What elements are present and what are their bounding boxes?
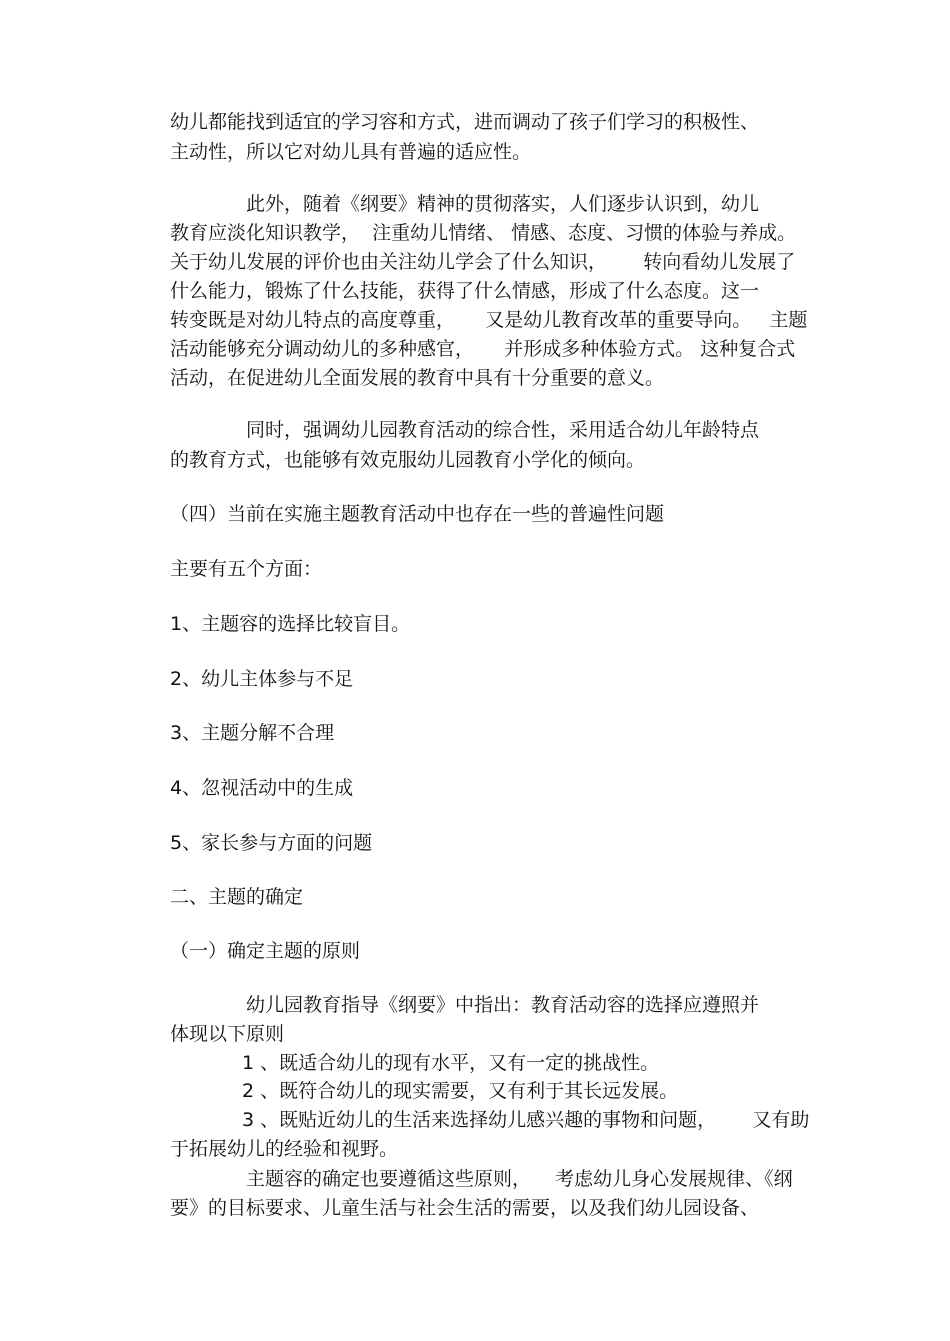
list-item: 4、忽视活动中的生成 xyxy=(170,777,354,799)
paragraph-line: 同时，强调幼儿园教育活动的综合性，采用适合幼儿年龄特点 xyxy=(246,419,760,441)
list-item: 3、主题分解不合理 xyxy=(170,722,335,744)
subsection-heading: （一）确定主题的原则 xyxy=(170,940,361,962)
paragraph-line: 幼儿都能找到适宜的学习容和方式，进而调动了孩子们学习的积极性、 xyxy=(170,111,760,133)
list-item: 1、主题容的选择比较盲目。 xyxy=(170,613,411,635)
paragraph-line: 主题容的确定也要遵循这些原则， 考虑幼儿身心发展规律、《纲 xyxy=(246,1168,793,1190)
paragraph-line: 幼儿园教育指导《纲要》中指出：教育活动容的选择应遵照并 xyxy=(246,994,760,1016)
intro-text: 主要有五个方面： xyxy=(170,558,323,580)
paragraph-line: 活动，在促进幼儿全面发展的教育中具有十分重要的意义。 xyxy=(170,367,665,389)
list-item: 2、幼儿主体参与不足 xyxy=(170,668,354,690)
principle-item: 1 、既适合幼儿的现有水平，又有一定的挑战性。 xyxy=(242,1052,660,1074)
paragraph-line: 活动能够充分调动幼儿的多种感官， 并形成多种体验方式。 这种复合式 xyxy=(170,338,796,360)
section-heading: 二、主题的确定 xyxy=(170,886,304,908)
section-heading: （四）当前在实施主题教育活动中也存在一些的普遍性问题 xyxy=(170,503,665,525)
paragraph-line: 主动性，所以它对幼儿具有普遍的适应性。 xyxy=(170,141,532,163)
paragraph-line: 什么能力，锻炼了什么技能，获得了什么情感，形成了什么态度。这一 xyxy=(170,280,760,302)
paragraph-line: 教育应淡化知识教学， 注重幼儿情绪、 情感、态度、习惯的体验与养成。 xyxy=(170,222,797,244)
paragraph-line: 体现以下原则 xyxy=(170,1023,285,1045)
paragraph-line: 的教育方式，也能够有效克服幼儿园教育小学化的倾向。 xyxy=(170,449,646,471)
list-item: 5、家长参与方面的问题 xyxy=(170,832,373,854)
principle-item: 于拓展幼儿的经验和视野。 xyxy=(170,1138,399,1160)
principle-item: 3 、既贴近幼儿的生活来选择幼儿感兴趣的事物和问题， 又有助 xyxy=(242,1109,810,1131)
paragraph-line: 此外，随着《纲要》精神的贯彻落实，人们逐步认识到，幼儿 xyxy=(246,193,760,215)
paragraph-line: 转变既是对幼儿特点的高度尊重， 又是幼儿教育改革的重要导向。 主题 xyxy=(170,309,808,331)
paragraph-line: 关于幼儿发展的评价也由关注幼儿学会了什么知识， 转向看幼儿发展了 xyxy=(170,251,796,273)
paragraph-line: 要》的目标要求、儿童生活与社会生活的需要，以及我们幼儿园设备、 xyxy=(170,1197,760,1219)
principle-item: 2 、既符合幼儿的现实需要，又有利于其长远发展。 xyxy=(242,1080,679,1102)
